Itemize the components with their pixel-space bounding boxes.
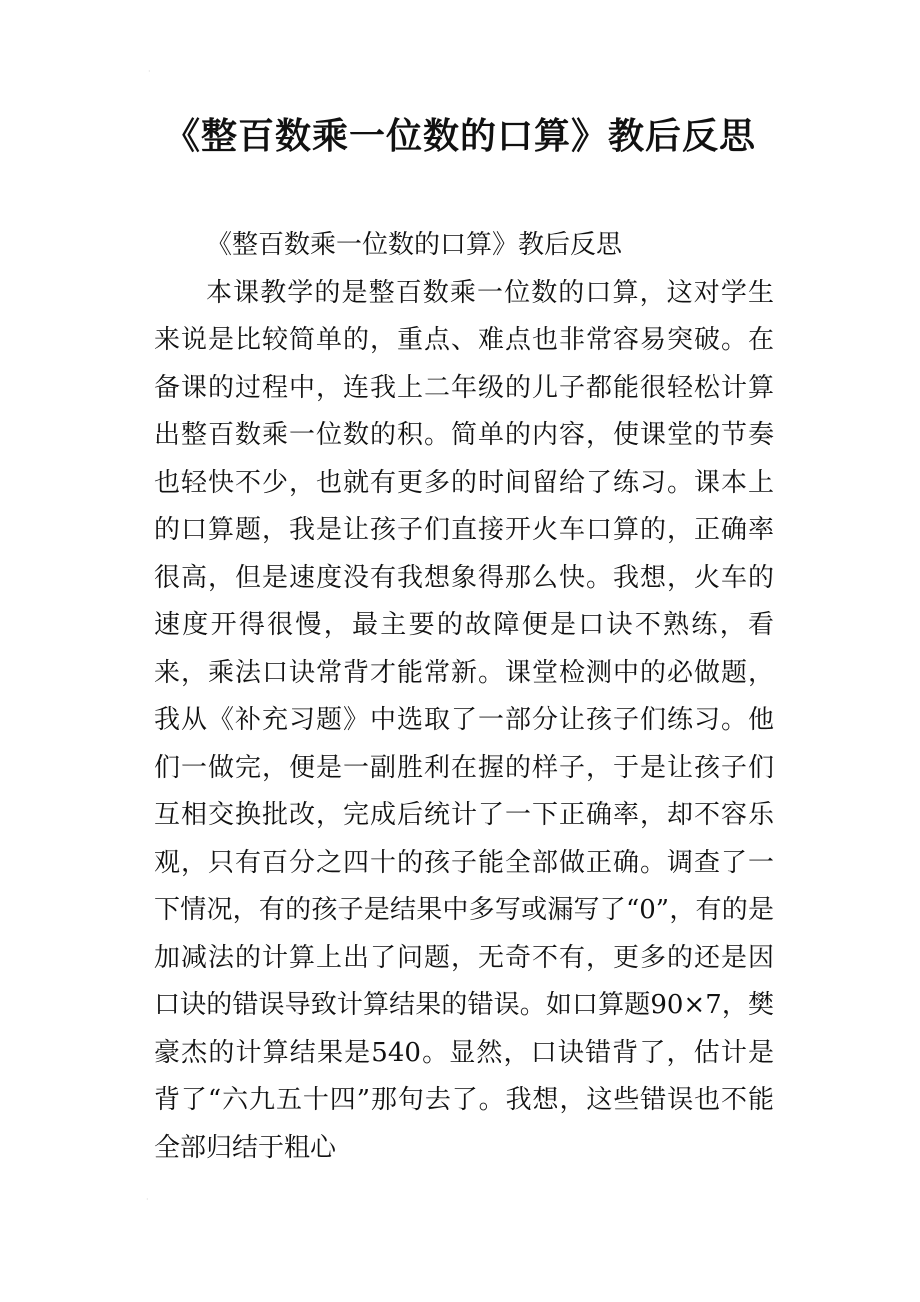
document-body — [154, 222, 774, 1172]
document-title: 《整百数乘一位数的口算》教后反思 — [163, 116, 756, 157]
body-paragraph: 本课教学的是整百数乘一位数的口算，这对学生来说是比较简单的，重点、难点也非常容易突破。在备课的过程中，连我上二年级的儿子都能很轻松计算出整百数乘一位数的积。简单的内容，使课堂的节奏也轻快不少，也就有更多的时间留给了练习。课本上的口算题，我是让孩子们直接开火车口算的，正确率很高，但是速度没有我想象得那么快。我想，火车的速度开得很慢，最主要的故障便是口诀不熟练，看来，乘法口诀常背才能常新。课堂检测中的必做题，我从《补充习题》中选取了一部分让孩子们练习。他们一做完，便是一副胜利在握的样子，于是让孩子们互相交换批改，完成后统计了一下正确率，却不容乐观，只有百分之四十的孩子能全部做正确。调查了一下情况，有的孩子是结果中多写或漏写了“0”，有的是加减法的计算上出了问题，无奇不有，更多的还是因口诀的错误导致计算结果的错误。如口算题90×7，樊豪杰的计算结果是540。显然，口诀错背了，估计是背了“六九五十四”那句去了。我想，这些错误也不能全部归结于粗心 — [154, 277, 774, 1163]
corner-mark-icon: · — [146, 1195, 149, 1204]
corner-mark-icon: · — [148, 67, 151, 76]
body-subtitle-paragraph: 《整百数乘一位数的口算》教后反思 — [206, 230, 623, 260]
